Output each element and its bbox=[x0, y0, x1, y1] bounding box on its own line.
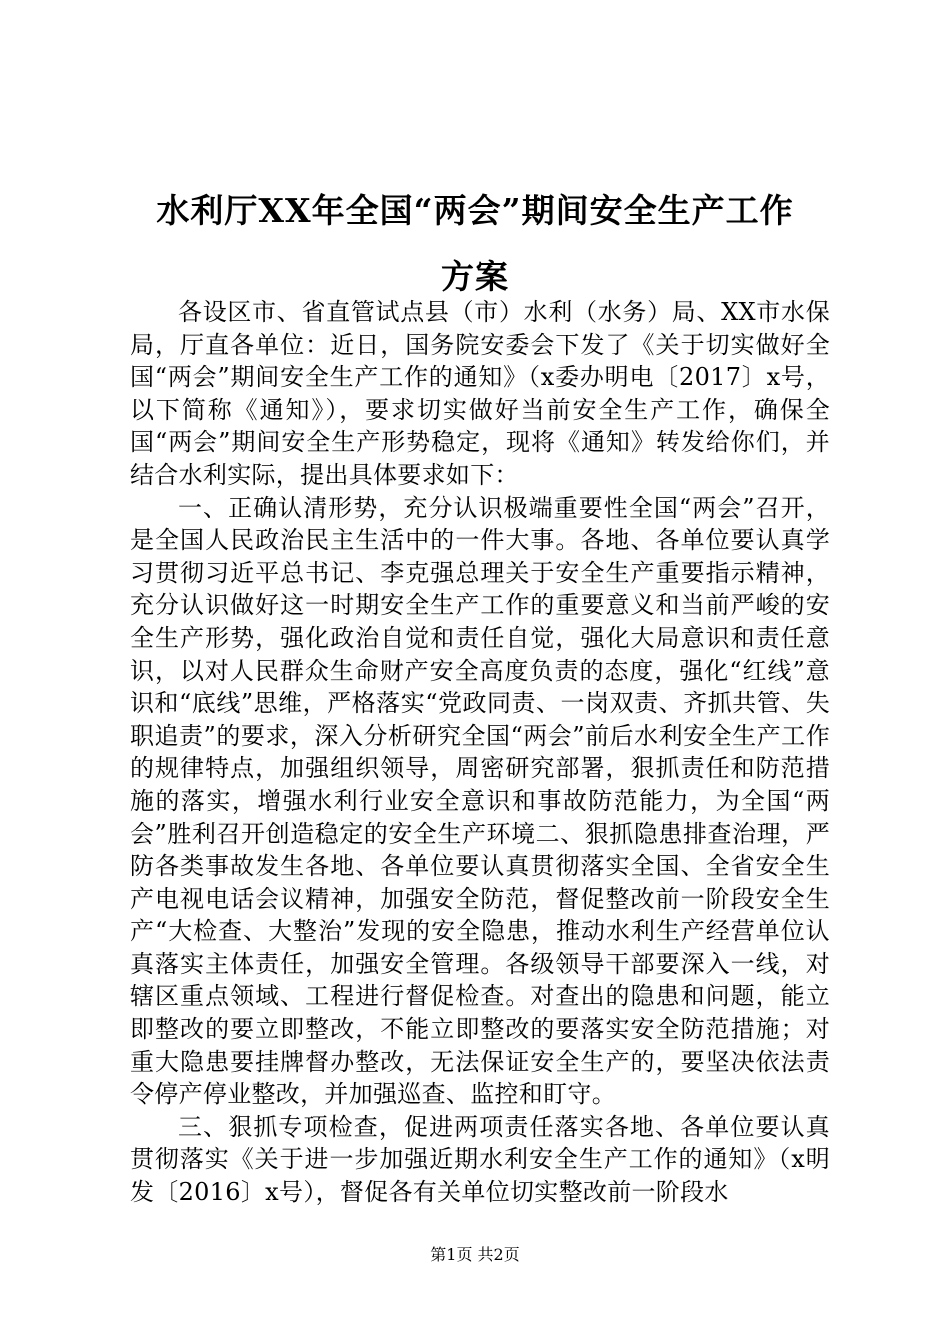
title-line-1: 水利厅XX年全国“两会”期间安全生产工作 bbox=[156, 191, 794, 230]
paragraph-section-1-2: 一、正确认清形势，充分认识极端重要性全国“两会”召开，是全国人民政治民主生活中的一件大事。各地、各单位要认真学习贯彻习近平总书记、李克强总理关于安全生产重要指示精神，充分认识做好这一时期安全生产工作的重要意义和当前严峻的安全生产形势，强化政治自觉和责任自觉，强化大局意识和责任意识，以对人民群众生命财产安全高度负责的态度，强化“红线”意识和“底线”思维，严格落实“党政同责、一岗双责、齐抓共管、失职追责”的要求，深入分析研究全国“两会”前后水利安全生产工作的规律特点，加强组织领导，周密研究部署，狠抓责任和防范措施的落实，增强水利行业安全意识和事故防范能力，为全国“两会”胜利召开创造稳定的安全生产环境二、狠抓隐患排查治理，严防各类事故发生各地、各单位要认真贯彻落实全国、全省安全生产电视电话会议精神，加强安全防范，督促整改前一阶段安全生产“大检查、大整治”发现的安全隐患，推动水利生产经营单位认真落实主体责任，加强安全管理。各级领导干部要深入一线，对辖区重点领域、工程进行督促检查。对查出的隐患和问题，能立即整改的要立即整改，不能立即整改的要落实安全防范措施；对重大隐患要挂牌督办整改，无法保证安全生产的，要坚决依法责令停产停业整改，并加强巡查、监控和盯守。 bbox=[130, 493, 830, 1109]
page-total: 共2页 bbox=[477, 1245, 520, 1264]
paragraph-intro: 各设区市、省直管试点县（市）水利（水务）局、XX市水保局，厅直各单位：近日，国务院安委会下发了《关于切实做好全国“两会”期间安全生产工作的通知》（x委办明电〔2017〕x号，以下简称《通知》），要求切实做好当前安全生产工作，确保全国“两会”期间安全生产形势稳定，现将《通知》转发给你们，并结合水利实际，提出具体要求如下： bbox=[130, 298, 830, 489]
page-number: 第1页 bbox=[430, 1245, 473, 1264]
title-line-2: 方案 bbox=[441, 257, 509, 296]
page-footer bbox=[0, 1244, 950, 1266]
document-title bbox=[120, 178, 830, 310]
document-body bbox=[130, 296, 830, 1209]
paragraph-section-3: 三、狠抓专项检查，促进两项责任落实各地、各单位要认真贯彻落实《关于进一步加强近期水利安全生产工作的通知》（x明发〔2016〕x号），督促各有关单位切实整改前一阶段水 bbox=[130, 1112, 830, 1207]
